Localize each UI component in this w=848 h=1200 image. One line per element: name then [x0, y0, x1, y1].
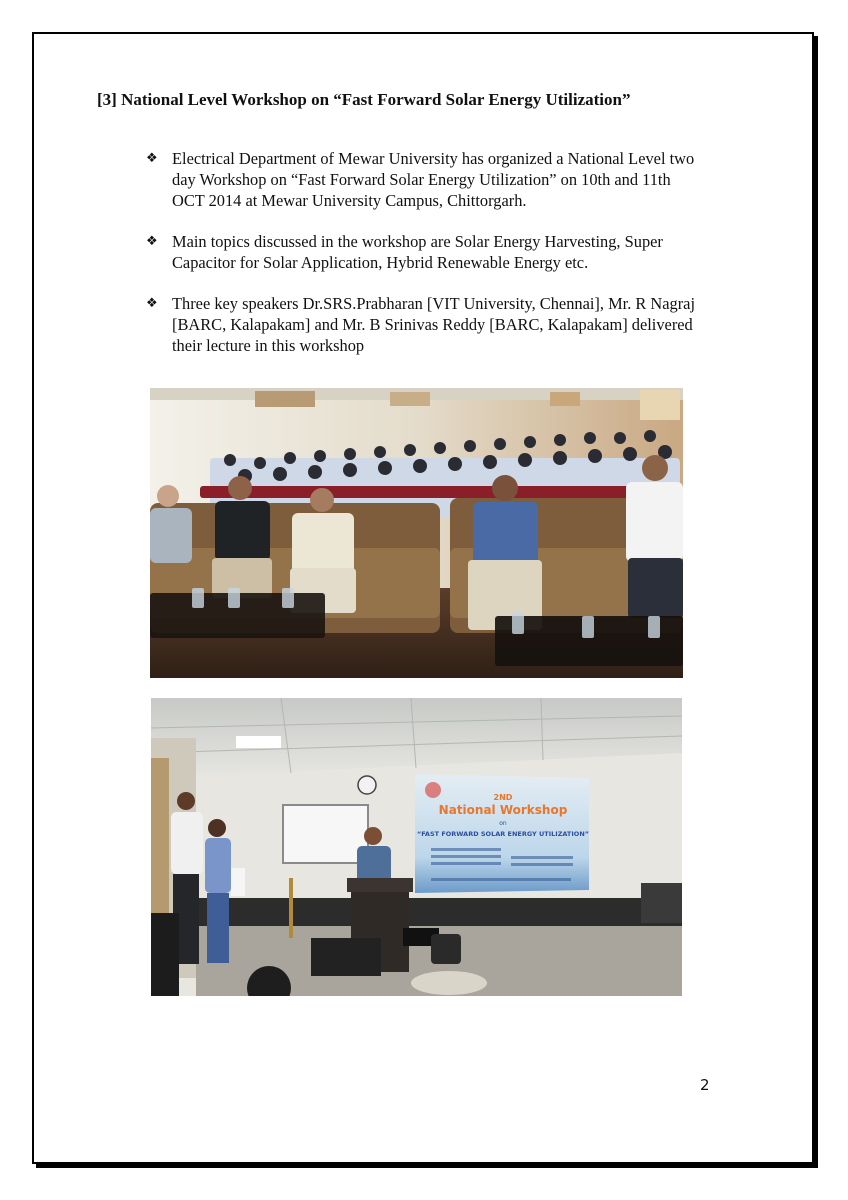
bullet-list	[146, 148, 706, 376]
audience-photo	[150, 388, 683, 678]
diamond-bullet-icon: ❖	[146, 234, 158, 249]
diamond-bullet-icon: ❖	[146, 296, 158, 311]
bullet-item	[146, 293, 706, 356]
bullet-item	[146, 148, 706, 211]
slide-line-4: “FAST FORWARD SOLAR ENERGY UTILIZATION”	[416, 830, 590, 838]
section-heading: [3] National Level Workshop on “Fast Forward Solar Energy Utilization”	[97, 90, 631, 109]
bullet-text: Electrical Department of Mewar University has organized a National Level two day Workshop on “Fast Forward Solar Energy Utilization” on 10th and 11th OCT 2014 at Mewar University Campus, Chittorgarh.	[172, 149, 695, 210]
slide-line-2: National Workshop	[438, 803, 568, 817]
page-number: 2	[700, 1076, 710, 1094]
projected-slide	[415, 774, 589, 893]
diamond-bullet-icon: ❖	[146, 151, 158, 166]
slide-line-3: on	[499, 820, 507, 827]
presentation-photo	[151, 698, 682, 996]
slide-line-1: 2ND	[493, 793, 513, 802]
bullet-text: Three key speakers Dr.SRS.Prabharan [VIT University, Chennai], Mr. R Nagraj [BARC, Kalapakam] and Mr. B Srinivas Reddy [BARC, Kalapakam] delivered their lecture in this workshop	[172, 294, 696, 355]
bullet-text: Main topics discussed in the workshop are Solar Energy Harvesting, Super Capacitor for Solar Application, Hybrid Renewable Energy etc.	[172, 232, 663, 272]
bullet-item	[146, 231, 706, 273]
